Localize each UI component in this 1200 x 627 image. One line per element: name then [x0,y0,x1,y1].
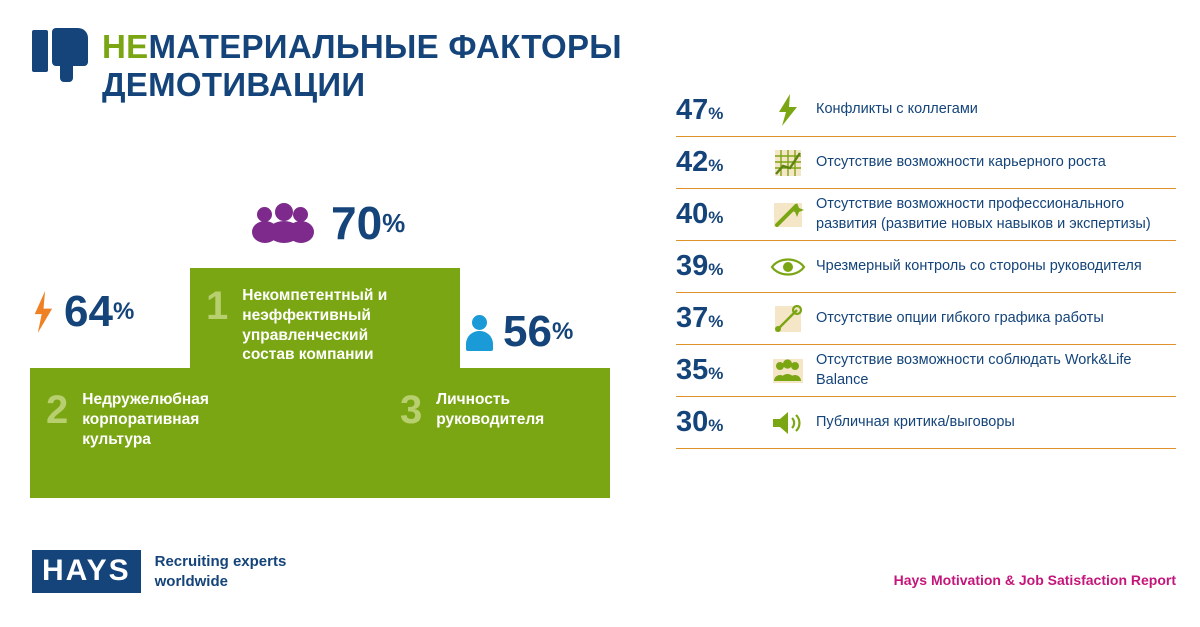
list-item-label: Отсутствие опции гибкого графика работы [816,309,1104,326]
list-bottom-divider [676,448,1176,449]
megaphone-sound-icon [760,410,816,436]
group-people-icon [255,203,317,243]
value-number: 40 [676,198,709,230]
list-item [676,240,1176,292]
list-item-value [676,146,760,179]
value-percent: % [708,416,724,435]
stat-56-percent: % [551,318,574,345]
value-percent: % [708,208,724,227]
top-factor-card-3 [400,390,586,430]
list-item [676,84,1176,136]
top-factor-card-2 [30,368,610,498]
list-item [676,344,1176,396]
stat-56 [465,307,574,356]
top-factor-rank-1: 1 [206,284,229,328]
stat-70 [255,197,406,249]
list-item-value [676,94,760,127]
list-item [676,136,1176,188]
flexible-schedule-clock-icon [760,304,816,334]
list-item-label: Чрезмерный контроль со стороны руководителя [816,257,1142,274]
page-title-highlight: НЕ [102,28,149,65]
list-item-value [676,250,760,283]
list-item-label: Отсутствие возможности карьерного роста [816,153,1106,170]
hays-logo-mark: HAYS [32,550,141,593]
top-factor-rank-3: 3 [400,388,423,432]
value-number: 42 [676,146,709,178]
stat-64 [30,287,135,336]
report-source-note: Hays Motivation & Job Satisfaction Report [893,572,1176,588]
top-factor-text-3: Личность руководителя [436,391,545,428]
lightning-bolt-icon [30,291,56,333]
value-percent: % [708,103,724,123]
top-factor-text-2: Недружелюбная корпоративная культура [82,391,209,448]
list-item-value [676,354,760,387]
stat-56-value: 56 [503,307,552,356]
person-icon [465,313,493,351]
list-item [676,396,1176,448]
factor-list [676,84,1176,449]
top-factor-rank-2: 2 [46,388,69,432]
stat-70-value: 70 [331,197,383,249]
eye-icon [760,256,816,278]
value-percent: % [708,156,724,175]
stat-70-percent: % [382,207,406,238]
value-percent: % [708,312,724,331]
magic-wand-sparkle-icon [760,199,816,231]
page-header [32,28,722,105]
list-item-label: Публичная критика/выговоры [816,413,1015,430]
list-item [676,292,1176,344]
list-item-value [676,198,760,231]
value-number: 39 [676,250,709,282]
value-number: 47 [676,93,709,126]
thumbs-down-icon [32,28,88,86]
value-percent: % [708,364,724,383]
stat-64-value: 64 [64,287,113,336]
value-number: 37 [676,302,709,334]
top-factors-panel [0,150,660,510]
hays-tagline-line2: worldwide [154,572,228,590]
top-factor-card-1 [190,268,460,368]
top-factor-text-1: Некомпетентный и неэффективный управленческий состав компании [242,287,388,364]
list-item-label: Конфликты с коллегами [816,101,978,118]
list-item-value [676,406,760,439]
page-title [102,28,722,105]
value-number: 35 [676,354,709,386]
work-life-balance-people-icon [760,357,816,385]
list-item-value [676,302,760,335]
list-item-label: Отсутствие возможности профессионального развития (развитие новых навыков и экспертизы) [816,196,1151,232]
page-title-rest: МАТЕРИАЛЬНЫЕ ФАКТОРЫ ДЕМОТИВАЦИИ [102,28,622,104]
hays-tagline-line1: Recruiting experts [154,553,287,570]
hays-logo [32,550,286,593]
list-item [676,188,1176,240]
stat-64-percent: % [112,298,135,325]
hays-tagline [155,552,287,591]
value-percent: % [708,260,724,279]
list-item-label: Отсутствие возможности соблюдать Work&Life Balance [816,352,1132,388]
career-ladder-chart-icon [760,148,816,178]
value-number: 30 [676,406,709,438]
lightning-bolt-icon [760,94,816,126]
